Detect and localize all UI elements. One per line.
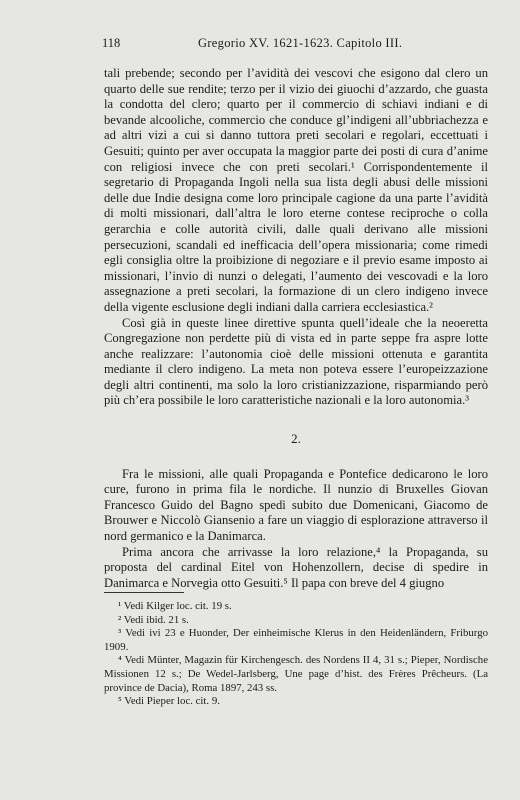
section-number: 2.: [291, 431, 301, 447]
footnote-divider: [104, 592, 184, 593]
paragraph: Fra le missioni, alle quali Propaganda e Pontefice dedicarono le loro cure, furono in prima fila le nordiche. Il nunzio di Bruxelles Giovan Francesco Guido del Bagno spedì subito due Domenicani, Giacomo de Brouwer e Niccolò Giansenio a fare un viaggio di esplorazione attraverso il nord germanico e la Danimarca.: [104, 466, 488, 544]
footnote: ³ Vedi ivi 23 e Huonder, Der einheimische Klerus in den Heidenländern, Friburgo 1909.: [104, 627, 488, 653]
footnotes: [104, 600, 488, 709]
footnote: ² Vedi ibid. 21 s.: [118, 613, 189, 626]
paragraph: Così già in queste linee direttive spunta quell’ideale che la neoeretta Congregazione non perdette più di vista ed in parte seppe fra aspre lotte anche realizzare: l’autonomia cioè delle missioni ottenuta e garantita mediante il clero indigeno. La meta non poteva essere l’europeizzazione degli altri continenti, ma solo la loro cristianizzazione, risparmiando però più ch’era possibile le loro caratteristiche nazionali e la loro autonomia.³: [104, 315, 488, 408]
page-header: [90, 36, 470, 52]
footnote: ⁵ Vedi Pieper loc. cit. 9.: [118, 695, 220, 708]
footnote: ¹ Vedi Kilger loc. cit. 19 s.: [118, 600, 232, 612]
paragraph: Prima ancora che arrivasse la loro relazione,⁴ la Propaganda, su proposta del cardinal Eitel von Hohenzollern, decise di spedire in Danimarca e Norvegia otto Gesuiti.⁵ Il papa con breve del 4 giugno: [104, 544, 488, 590]
running-title: Gregorio XV. 1621-1623. Capitolo III.: [198, 36, 403, 50]
page-number: 118: [102, 36, 121, 50]
main-text: [104, 66, 488, 591]
paragraph: tali prebende; secondo per l’avidità dei vescovi che esigono dal clero un quarto delle sue rendite; terzo per il vizio dei giuochi d’azzardo, che guasta la condotta del clero; quarto per il commercio di schiavi indiani e di bevande alcooliche, commercio che conduce gl’indigeni all’ubbriachezza e ad altri vizi a cui si danno tuttora preti secolari e regolari, eccettuati i Gesuiti; quinto per aver occupata la maggior parte dei posti di cura d’anime con religiosi invece che con preti secolari.¹ Corrispondentemente il segretario di Propaganda Ingoli nella sua lista degli abusi delle missioni delle due Indie designa come loro principale cagione da una parte l’avidità di molti missionari, dall’altra le loro eterne contese reciproche o colla gerarchia e colle autorità civili, dalle quali derivano alle missioni persecuzioni, scandali ed inefficacia dell’opera missionaria; come rimedi egli consiglia oltre la proibizione di negoziare e il previo esame imposto ai missionari, l’invio di nunzi o delegati, l’aumento dei vescovadi e la loro assegnazione a preti secolari, la formazione di un clero indigeno invece della vigente esclusione degli indiani dalla carriera ecclesiastica.²: [104, 66, 488, 314]
footnote: ⁴ Vedi Münter, Magazin für Kirchengesch. des Nordens II 4, 31 s.; Pieper, Nordische Missionen 12 s.; De Wedel-Jarlsberg, Une page d’hist. des Frères Prêcheurs. (La province de Dacia), Roma 1897, 243 ss.: [104, 654, 488, 694]
